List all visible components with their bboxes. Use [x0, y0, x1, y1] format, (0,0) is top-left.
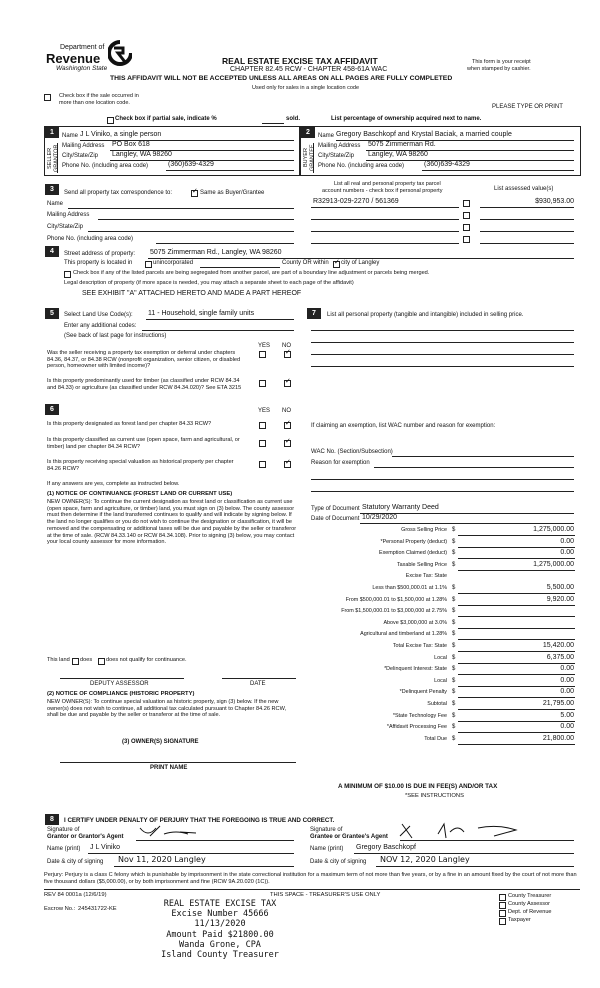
seller-side-label: SELLER GRANTOR: [47, 144, 60, 172]
tax-row-value[interactable]: 9,920.00: [546, 595, 574, 603]
copy-checkbox[interactable]: [499, 902, 506, 909]
s5-q2-no[interactable]: [284, 380, 291, 387]
section-2-number: 2: [301, 127, 315, 138]
section5-q2: Is this property predominantly used for timber (as classified under RCW 84.34 and 84.33) or agriculture (as classified under RCW 84.34.020)? See ETA 3215: [47, 378, 242, 391]
legal-description-label: Legal description of property (if more space is needed, you may attach a separate sheet to each page of the affidavit): [64, 280, 354, 286]
notice1-body: NEW OWNER(S): To continue the current designation as forest land or classification as current use (open space, farm and agriculture, or timber) land, you must sign on (3) below. The county assessor must then determine if the land transferred continues to qualify and will indicate by signing below. If the land no longer qualifies or you do not wish to continue the designation or classification, it will be removed and the compensating or additional taxes will be due and payable by the seller or transferor at the time of sale. (RCW 84.33.140 or RCW 84.34.108). Prior to signing (3) below, you may contact your local county assessor for more information.: [47, 499, 297, 546]
tax-row-currency: $: [452, 538, 456, 545]
same-as-buyer-label: Same as Buyer/Grantee: [200, 190, 265, 196]
tax-row-label: Exemption Claimed (deduct): [378, 550, 447, 557]
tax-row-currency: $: [452, 561, 456, 568]
city-of-label: city of Langley: [341, 260, 380, 266]
tax-row-currency: $: [452, 677, 456, 684]
tax-row: [305, 608, 575, 618]
notice2-body: NEW OWNER(S): To continue special valuation as historic property, sign (3) below. If the new owner(s) does not wish to continue, all additional tax calculated pursuant to Chapter 84.26 RCW, shall be due and payable by the seller or transferor at the time of sale.: [47, 699, 287, 719]
minimum-due-note: A MINIMUM OF $10.00 IS DUE IN FEE(S) AND/OR TAX: [338, 783, 498, 790]
tax-row-value[interactable]: 1,275,000.00: [533, 560, 574, 568]
personal-property-label: List all personal property (tangible and intangible) included in selling price.: [327, 312, 524, 318]
city-of-checkbox[interactable]: [333, 261, 340, 268]
stamp-line: Excise Number 45666: [171, 909, 269, 920]
type-or-print: PLEASE TYPE OR PRINT: [492, 104, 563, 110]
parcel-header-2: account numbers - check box if personal property: [322, 188, 443, 194]
tax-row: [305, 689, 575, 699]
copy-checkbox[interactable]: [499, 910, 506, 917]
receipt-note-2: when stamped by cashier.: [467, 66, 531, 72]
stamp-line: 11/13/2020: [194, 919, 246, 930]
land-use-label: Select Land Use Code(s):: [64, 312, 133, 318]
tax-row-label: Gross Selling Price: [401, 527, 447, 533]
s6-q3-yes[interactable]: [259, 461, 266, 468]
section-3-number: 3: [45, 184, 59, 195]
perjury-notice: Perjury: Perjury is a class C felony which is punishable by imprisonment in the state correctional institution for a maximum term of not more than five years, or by a fine in an amount fixed by the court of not more than five thousand dollars ($5,000.00), or by both imprisonment and fine (RCW 9A.20.020 (1C)).: [44, 872, 577, 885]
land-use-value[interactable]: 11 - Household, single family units: [148, 310, 255, 317]
grantee-date-city[interactable]: NOV 12, 2020 Langley: [380, 855, 470, 864]
tax-row-value[interactable]: 1,275,000.00: [533, 526, 574, 533]
tax-row-label: From $1,500,000.01 to $3,000,000 at 2.75%: [341, 608, 447, 615]
s6-q2-no[interactable]: [284, 440, 291, 447]
tax-row-currency: $: [452, 654, 456, 661]
grantor-signature: [136, 822, 216, 840]
property-street[interactable]: 5075 Zimmerman Rd., Langley, WA 98260: [150, 249, 282, 256]
form-subtitle: CHAPTER 82.45 RCW - CHAPTER 458-61A WAC: [230, 66, 388, 73]
section6-q3: Is this property receiving special valuation as historical property per chapter 84.26 RCW?: [47, 459, 234, 472]
buyer-side-label: BUYER GRANTEE: [303, 144, 316, 172]
segregate-label: Check box if any of the listed parcels are being segregated from another parcel, are part of a boundary line adjustment or parcels being merged.: [73, 270, 430, 276]
tax-row-label: Total Due: [424, 735, 447, 742]
tax-row-value[interactable]: 0.00: [560, 537, 574, 545]
tax-row: [305, 666, 575, 676]
s5-q2-yes[interactable]: [259, 380, 266, 387]
parcel-number[interactable]: R32913-029-2270 / 561369: [313, 198, 399, 205]
qualify-does-checkbox[interactable]: [72, 658, 79, 665]
section-6-number: 6: [45, 404, 59, 415]
tax-row-currency: $: [452, 724, 456, 731]
tax-row: [305, 655, 575, 665]
multi-location-label-2: more than one location code.: [59, 100, 130, 106]
tax-row-value[interactable]: 0.00: [560, 676, 574, 684]
tax-row-currency: $: [452, 735, 456, 742]
copy-checkbox[interactable]: [499, 894, 506, 901]
tax-row-currency: $: [452, 550, 456, 557]
grantee-print-name[interactable]: Gregory Baschkopf: [356, 844, 416, 851]
form-title: REAL ESTATE EXCISE TAX AFFIDAVIT: [222, 56, 378, 66]
same-as-buyer-checkbox[interactable]: [191, 190, 198, 197]
tax-row-value[interactable]: 15,420.00: [542, 642, 574, 649]
grantor-date-city[interactable]: Nov 11, 2020 Langley: [118, 855, 206, 864]
buyer-name[interactable]: Gregory Baschkopf and Krystal Baciak, a married couple: [336, 131, 512, 138]
tax-row-label: Taxable Selling Price: [396, 561, 447, 568]
buyer-mailing-address[interactable]: 5075 Zimmerman Rd.: [368, 141, 436, 148]
tax-row-currency: $: [452, 527, 456, 533]
treasurer-use-label: THIS SPACE - TREASURER'S USE ONLY: [270, 892, 381, 898]
tax-row-label: Above $3,000,000 at 3.0%: [383, 619, 447, 626]
multi-location-checkbox[interactable]: [44, 94, 51, 101]
tax-row-currency: $: [452, 689, 456, 696]
s6-q1-yes[interactable]: [259, 422, 266, 429]
certify-text: I CERTIFY UNDER PENALTY OF PERJURY THAT THE FOREGOING IS TRUE AND CORRECT.: [64, 817, 335, 824]
print-name-label: PRINT NAME: [150, 765, 188, 771]
tax-row: [305, 585, 575, 595]
tax-row-value[interactable]: 21,800.00: [542, 734, 574, 742]
stamp-line: REAL ESTATE EXCISE TAX: [163, 899, 277, 909]
tax-row-label: *Delinquent Interest: State: [384, 666, 447, 673]
tax-row-currency: $: [452, 712, 456, 719]
tax-row: [305, 643, 575, 653]
section-5-number: 5: [45, 308, 59, 319]
tax-row-label: Excise Tax: State: [405, 573, 447, 580]
date-label: DATE: [250, 681, 266, 687]
tax-row-currency: $: [452, 619, 456, 626]
located-label: This property is located in: [64, 260, 133, 266]
tax-row-currency: $: [452, 596, 456, 603]
logo-state: Washington State: [56, 65, 108, 72]
partial-sale-suffix: sold.: [286, 116, 301, 122]
copy-label: County Assessor: [508, 901, 550, 907]
tax-row-label: Total Excise Tax: State: [392, 643, 447, 649]
tax-row-label: *Affidavit Processing Fee: [386, 724, 447, 731]
deputy-assessor-label: DEPUTY ASSESSOR: [90, 681, 149, 687]
s5-q1-yes[interactable]: [259, 351, 266, 358]
tax-row-currency: $: [452, 643, 456, 649]
legal-description[interactable]: SEE EXHIBIT "A" ATTACHED HERETO AND MADE A PART HEREOF: [82, 290, 302, 297]
buyer-phone[interactable]: (360)639-4329: [424, 161, 470, 168]
notice2-title: (2) NOTICE OF COMPLIANCE (HISTORIC PROPERTY): [47, 691, 195, 697]
tax-row-currency: $: [452, 608, 456, 615]
parcel-4-personal-checkbox[interactable]: [463, 236, 470, 243]
tax-row: [305, 562, 575, 572]
partial-sale-checkbox[interactable]: [107, 117, 114, 124]
grantor-print-name[interactable]: J L Viniko: [90, 844, 120, 851]
tax-row-label: *Personal Property (deduct): [380, 538, 447, 545]
s6-q2-yes[interactable]: [259, 440, 266, 447]
tax-row-value[interactable]: 5,500.00: [546, 584, 574, 591]
tax-row-value[interactable]: 0.00: [560, 723, 574, 731]
partial-sale-label: Check box if partial sale, indicate %: [115, 116, 217, 122]
tax-row: [305, 713, 575, 723]
notice1-title: (1) NOTICE OF CONTINUANCE (FOREST LAND OR CURRENT USE): [47, 491, 233, 497]
seller-mailing-address[interactable]: PO Box 618: [112, 141, 150, 148]
stamp-line: Island County Treasurer: [161, 949, 279, 960]
warning-text: THIS AFFIDAVIT WILL NOT BE ACCEPTED UNLESS ALL AREAS ON ALL PAGES ARE FULLY COMPLETED: [110, 75, 453, 82]
logo-dept: Department of: [60, 44, 105, 51]
tax-row-label: Agricultural and timberland at 1.28%: [360, 631, 447, 638]
section-7-number: 7: [307, 308, 321, 319]
tax-row: [305, 701, 575, 711]
correspondence-label: Send all property tax correspondence to:: [64, 190, 173, 196]
tax-row-value[interactable]: 5.00: [560, 711, 574, 719]
tax-row-value[interactable]: 0.00: [560, 665, 574, 673]
tax-row-currency: $: [452, 666, 456, 673]
street-label: Street address of property:: [64, 251, 136, 257]
s5-q1-no[interactable]: [284, 351, 291, 358]
qualify-does-not-checkbox[interactable]: [98, 658, 105, 665]
copy-label: County Treasurer: [508, 893, 552, 899]
tax-row-label: Local: [434, 677, 447, 684]
tax-row: [305, 527, 575, 537]
stamp-line: Wanda Grone, CPA: [179, 939, 261, 950]
ownership-note: List percentage of ownership acquired next to name.: [331, 116, 482, 122]
copy-checkbox[interactable]: [499, 918, 506, 925]
multi-location-label-1: Check box if the sale occurred in: [59, 93, 139, 99]
grantee-signature: [398, 820, 528, 842]
parcel-3-personal-checkbox[interactable]: [463, 224, 470, 231]
tax-row: [305, 597, 575, 607]
tax-row: [305, 620, 575, 630]
tax-row-label: *Delinquent Penalty: [399, 689, 447, 696]
form-revision: REV 84 0001a (12/6/19): [44, 892, 107, 898]
tax-row: [305, 631, 575, 641]
parcel-2-personal-checkbox[interactable]: [463, 212, 470, 219]
s6-q1-no[interactable]: [284, 422, 291, 429]
tax-row-value[interactable]: 0.00: [560, 549, 574, 557]
tax-row: [305, 573, 575, 583]
copy-label: Dept. of Revenue: [508, 909, 552, 915]
treasurer-stamp: [140, 899, 300, 960]
assessed-value[interactable]: $930,953.00: [535, 198, 574, 205]
tax-row: [305, 550, 575, 560]
tax-row-label: *State Technology Fee: [392, 712, 447, 719]
section-8-number: 8: [45, 814, 59, 825]
seller-name[interactable]: J L Viniko, a single person: [80, 131, 162, 138]
parcel-1-personal-checkbox[interactable]: [463, 200, 470, 207]
section-1-number: 1: [45, 127, 59, 138]
tax-row-value[interactable]: 21,795.00: [542, 700, 574, 707]
tax-row-currency: $: [452, 585, 456, 591]
buyer-city[interactable]: Langley, WA 98260: [368, 151, 428, 158]
tax-row-label: Less than $500,000.01 at 1.1%: [372, 585, 447, 591]
tax-row: [305, 724, 575, 734]
logo-revenue: Revenue: [46, 51, 101, 66]
document-date[interactable]: 10/29/2020: [362, 514, 398, 521]
revenue-logo-icon: [108, 40, 132, 66]
tax-row-label: From $500,000.01 to $1,500,000 at 1.28%: [345, 596, 447, 603]
section6-q2: Is this property classified as current use (open space, farm and agricultural, or timber) land per chapter 84.34 RCW?: [47, 437, 240, 450]
s6-q3-no[interactable]: [284, 461, 291, 468]
section6-q1: Is this property designated as forest land per chapter 84.33 RCW?: [47, 421, 212, 427]
stamp-line: Amount Paid $21800.00: [166, 929, 274, 940]
owner-signature-label: (3) OWNER(S) SIGNATURE: [122, 739, 199, 745]
section5-q1: Was the seller receiving a property tax exemption or deferral under chapters 84.36, 84.37, or 84.38 RCW (nonprofit organization, senior citizen, or disabled person, homeowner with limited income)?: [47, 350, 241, 370]
tax-row-label: Subtotal: [427, 701, 447, 707]
receipt-note-1: This form is your receipt: [472, 59, 531, 65]
tax-row-currency: $: [452, 701, 456, 707]
tax-row-currency: $: [452, 631, 456, 638]
seller-city[interactable]: Langley, WA 98260: [112, 151, 172, 158]
exemption-label: If claiming an exemption, list WAC number and reason for exemption:: [311, 423, 496, 429]
tax-row: [305, 539, 575, 549]
single-location-note: Used only for sales in a single location code: [252, 85, 360, 91]
see-instructions: *SEE INSTRUCTIONS: [405, 793, 464, 799]
escrow-number: 245431722-KE: [78, 906, 117, 912]
assessed-header: List assessed value(s): [494, 186, 554, 192]
segregate-checkbox[interactable]: [64, 271, 71, 278]
document-type[interactable]: Statutory Warranty Deed: [362, 504, 439, 511]
tax-row-value[interactable]: 0.00: [560, 688, 574, 696]
parcel-header-1: List all real and personal property tax parcel: [334, 181, 441, 187]
tax-row-value[interactable]: 6,375.00: [546, 653, 574, 661]
copy-label: Taxpayer: [508, 917, 531, 923]
tax-row: [305, 678, 575, 688]
section-4-number: 4: [45, 246, 59, 257]
unincorporated-checkbox[interactable]: [145, 261, 152, 268]
tax-row: [305, 736, 575, 746]
tax-row-label: Local: [434, 654, 447, 661]
seller-phone[interactable]: (360)639-4329: [168, 161, 214, 168]
